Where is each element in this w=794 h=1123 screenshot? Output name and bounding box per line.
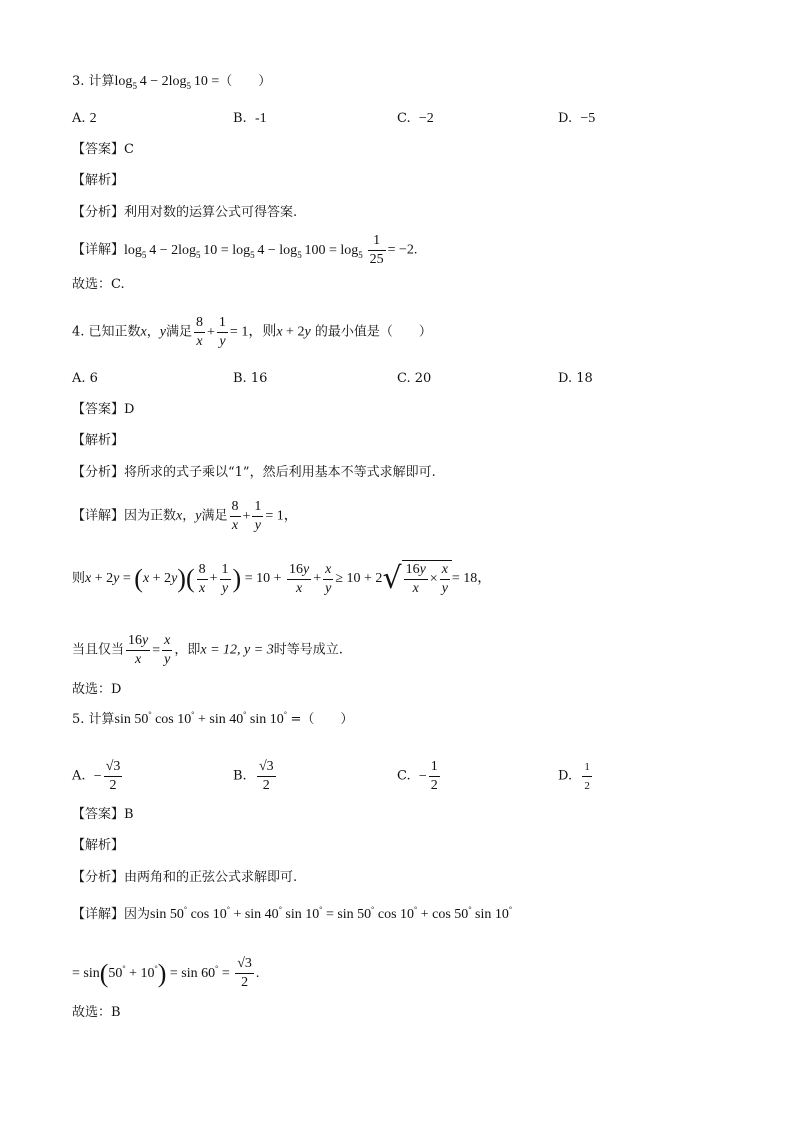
- q5-analysis-heading: 【解析】: [72, 838, 125, 853]
- q4-option-b: B. 16: [233, 371, 268, 386]
- q3-choose: 故选：C.: [72, 277, 125, 292]
- q5-option-d: D. $\frac{1}{2}$: [558, 758, 594, 795]
- q4-option-c: C. 20: [397, 371, 432, 386]
- q3-option-c: C. −2: [397, 111, 434, 126]
- q5-detail: 【详解】因为sin 50° cos 10° + sin 40° sin 10° = sin 50° cos 10° + cos 50° sin 10°: [72, 905, 513, 922]
- q5-detail-expression: sin 50° cos 10° + sin 40° sin 10° = sin 50° cos 10° + cos 50° sin 10°: [150, 905, 513, 922]
- q5-stem: 5. 计算sin 50° cos 10° + sin 40° sin 10° =（ ）: [72, 710, 354, 727]
- q3-detail-expression: $\log_5 4 - 2\log_5$ $10 = \log_5 4 - \log_5 100 = \log_5$ $\frac{1}{25}$: [124, 233, 384, 267]
- q5-derivation: [72, 955, 259, 992]
- q5-option-b: B. $\frac{√3}{2}$: [233, 759, 274, 793]
- q4-answer: 【答案】D: [72, 402, 135, 417]
- q5-option-c: C. − $\frac{1}{2}$: [397, 759, 438, 793]
- q4-fenxi: 【分析】将所求的式子乘以“1”，然后利用基本不等式求解即可.: [72, 465, 436, 480]
- q4-choose: 故选：D: [72, 682, 122, 697]
- q4-stem-expression: $\frac{8}{x}$ + $\frac{1}{y}$: [196, 315, 226, 349]
- q5-fenxi: 【分析】由两角和的正弦公式求解即可.: [72, 870, 298, 885]
- q4-derivation: 则x + 2y = (x + 2y)( $\frac{8}{x}$ + $\frac{1}{y}$ ) = 10 + $\frac{16y}{x}$ + $\frac{x}{y}$ ≥ 10 + 2√ $\frac{16y}{x}$ × $\frac{x}{y}$ = 18，: [72, 561, 492, 596]
- q5-choose: 故选：B: [72, 1005, 121, 1020]
- q4-detail: 【详解】因为正数x，y满足 $\frac{8}{x}$ + $\frac{1}{y}$ = 1，: [72, 499, 298, 533]
- q4-derivation-expression: x + 2y = (x + 2y)( $\frac{8}{x}$ + $\frac{1}{y}$ ) = 10 + $\frac{16y}{x}$ + $\frac{x}{y}$ ≥ 10 + 2√ $\frac{16y}{x}$ × $\frac{x}{y}$: [85, 571, 452, 586]
- q3-stem-expression: $\log_5 4 - 2\log_5$ 10 =: [114, 74, 220, 91]
- q3-answer: 【答案】C: [72, 142, 134, 157]
- q3-option-a: A. 2: [72, 111, 97, 126]
- q4-analysis-heading: 【解析】: [72, 433, 125, 448]
- q3-detail: 【详解】$\log_5 4 - 2\log_5$ $10 = \log_5 4 - \log_5 100 = \log_5$ $\frac{1}{25}$ = −2.: [72, 233, 418, 267]
- q5-derivation-expression: = sin(50° + 10°) = sin 60° = $\frac{√3}{2}$ .: [72, 956, 260, 990]
- q3-option-d: D. −5: [558, 111, 596, 126]
- q4-stem: 4. 已知正数x，y满足 $\frac{8}{x}$ + $\frac{1}{y}$ = 1，则x + 2y 的最小值是（ ）: [72, 315, 432, 349]
- q4-equality-condition: 当且仅当 $\frac{16y}{x}$ = $\frac{x}{y}$ ，即x = 12, y = 3时等号成立.: [72, 633, 343, 667]
- q4-option-d: D. 18: [558, 371, 593, 386]
- q3-stem: 3. 计算$\log_5 4 - 2\log_5$ 10 =（ ）: [72, 74, 272, 91]
- q3-analysis-heading: 【解析】: [72, 173, 125, 188]
- q5-answer: 【答案】B: [72, 807, 134, 822]
- q5-option-a: A. − $\frac{√3}{2}$: [72, 759, 121, 793]
- q3-fenxi: 【分析】利用对数的运算公式可得答案.: [72, 205, 298, 220]
- q5-stem-expression: sin 50° cos 10° + sin 40° sin 10°: [114, 710, 287, 727]
- q4-option-a: A. 6: [72, 371, 98, 386]
- q3-option-b: B. -1: [233, 111, 267, 126]
